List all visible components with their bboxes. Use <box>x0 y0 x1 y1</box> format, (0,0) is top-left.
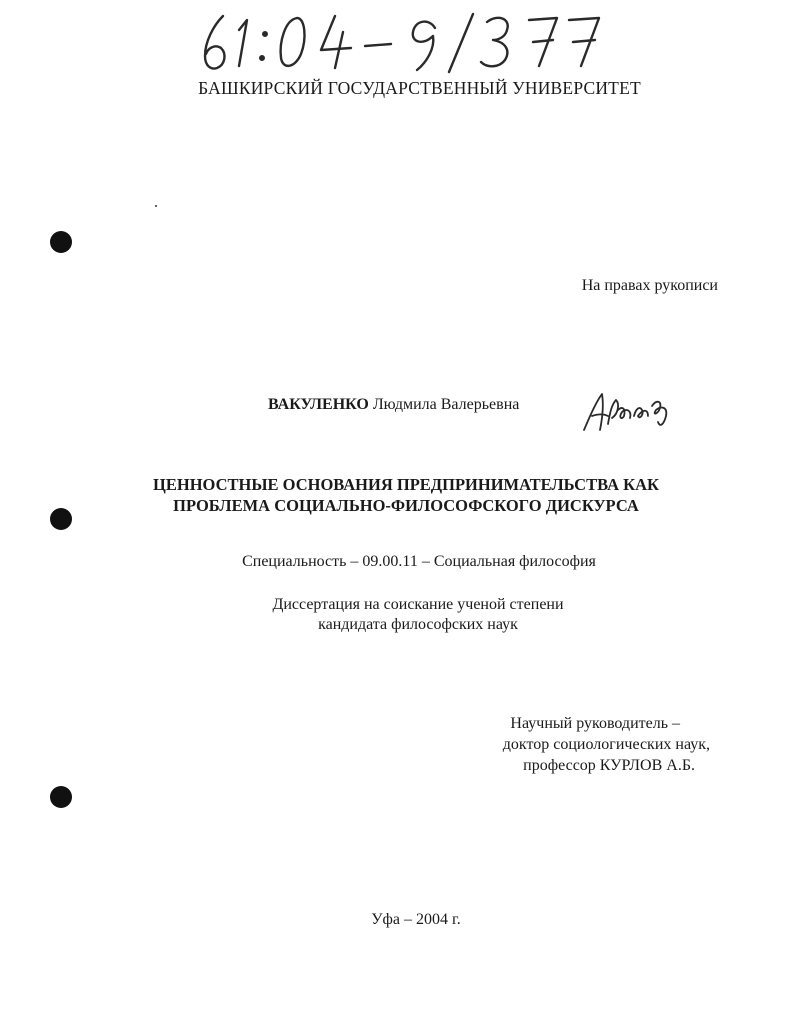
rights-notice: На правах рукописи <box>581 277 718 294</box>
supervisor-line-1: Научный руководитель – <box>510 715 680 732</box>
punch-hole-top <box>50 231 72 253</box>
supervisor-line-2: доктор социологических наук, <box>502 736 710 753</box>
city-and-year: Уфа – 2004 г. <box>371 911 461 928</box>
author-surname: ВАКУЛЕНКО <box>268 396 369 413</box>
author-signature <box>578 386 678 434</box>
scan-speck <box>155 205 157 207</box>
specialty: Специальность – 09.00.11 – Социальная философия <box>242 553 596 570</box>
author-given-names: Людмила Валерьевна <box>372 396 520 413</box>
handwritten-archive-number <box>195 8 615 74</box>
scientific-supervisor <box>440 713 710 776</box>
university-name: БАШКИРСКИЙ ГОСУДАРСТВЕННЫЙ УНИВЕРСИТЕТ <box>198 78 641 98</box>
degree-line-1: Диссертация на соискание ученой степени <box>272 596 564 613</box>
degree-statement <box>0 595 799 635</box>
title-line-1: ЦЕННОСТНЫЕ ОСНОВАНИЯ ПРЕДПРИНИМАТЕЛЬСТВА КАК <box>153 475 659 494</box>
supervisor-line-3: профессор КУРЛОВ А.Б. <box>523 757 695 774</box>
degree-line-2: кандидата философских наук <box>318 616 518 633</box>
punch-hole-bottom <box>50 786 72 808</box>
author-name <box>268 396 519 414</box>
title-line-2: ПРОБЛЕМА СОЦИАЛЬНО-ФИЛОСОФСКОГО ДИСКУРСА <box>173 496 639 515</box>
dissertation-title <box>0 474 799 516</box>
